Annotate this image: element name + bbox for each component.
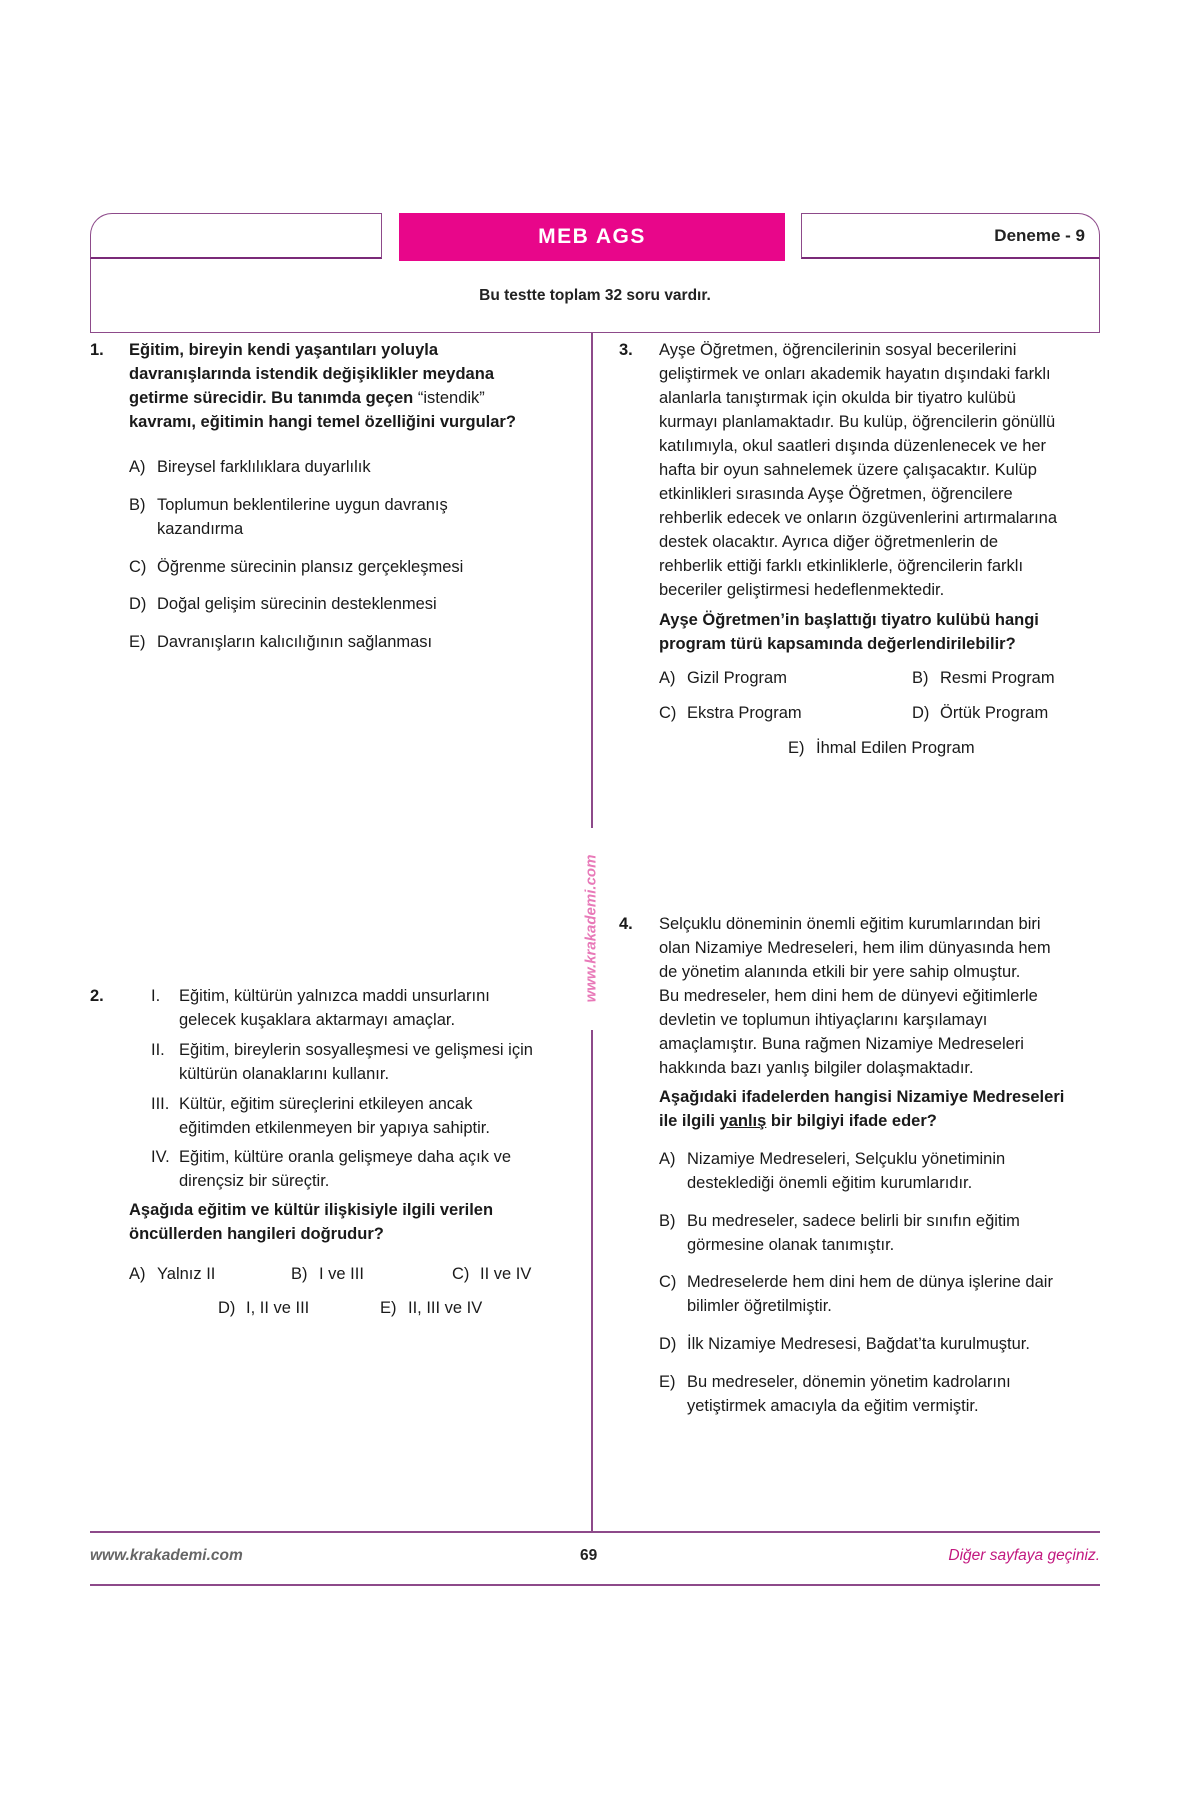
stem-line: kurmayı planlamaktadır. Bu kulüp, öğrencilerin gönüllü bbox=[659, 413, 1056, 431]
option-text: Doğal gelişim sürecinin desteklenmesi bbox=[157, 595, 437, 613]
stem-line: hakkında bazı yanlış bilgiler dolaşmaktadır. bbox=[659, 1059, 974, 1077]
option-label: C) bbox=[659, 1273, 677, 1291]
option-b[interactable] bbox=[291, 1262, 364, 1286]
question-number: 3. bbox=[619, 341, 633, 359]
premise-line: gelecek kuşaklara aktarmayı amaçlar. bbox=[179, 1011, 456, 1029]
option-b[interactable] bbox=[912, 666, 1055, 690]
option-label: B) bbox=[912, 669, 929, 687]
option-a[interactable] bbox=[129, 455, 371, 479]
option-e[interactable] bbox=[788, 736, 975, 760]
footer-bottom-rule bbox=[90, 1584, 1100, 1586]
option-label: E) bbox=[788, 739, 805, 757]
watermark-text: www.krakademi.com bbox=[582, 854, 600, 1002]
prompt-line: Aşağıdaki ifadelerden hangisi Nizamiye Medreseleri bbox=[659, 1088, 1065, 1106]
option-text bbox=[687, 1370, 1011, 1418]
option-label: B) bbox=[129, 496, 146, 514]
stem-line: destek olacaktır. Ayrıca diğer öğretmenlerin de bbox=[659, 533, 999, 551]
option-label: D) bbox=[218, 1299, 236, 1317]
stem-line: etkinlikleri sırasında Ayşe Öğretmen, öğrencilere bbox=[659, 485, 1013, 503]
premise-text bbox=[179, 1038, 533, 1086]
option-label: B) bbox=[291, 1265, 308, 1283]
option-line: Nizamiye Medreseleri, Selçuklu yönetiminin bbox=[687, 1150, 1006, 1168]
stem-line: olan Nizamiye Medreseleri, hem ilim dünyasında hem bbox=[659, 939, 1051, 957]
option-text: Yalnız II bbox=[157, 1265, 216, 1283]
option-text: Gizil Program bbox=[687, 669, 787, 687]
stem-line: de yönetim alanında etkili bir yere sahip olmuştur. bbox=[659, 963, 1021, 981]
option-label: A) bbox=[659, 1150, 676, 1168]
footer-website[interactable]: www.krakademi.com bbox=[90, 1547, 243, 1564]
question-number: 4. bbox=[619, 915, 633, 933]
footer-top-rule bbox=[90, 1531, 1100, 1533]
option-line: bilimler öğretilmiştir. bbox=[687, 1297, 832, 1315]
option-text bbox=[157, 493, 448, 541]
stem-line: hafta bir oyun sahnelemek üzere çalışacaktır. Kulüp bbox=[659, 461, 1037, 479]
header-left-box bbox=[90, 213, 382, 259]
stem-line: beceriler geliştirmesi hedeflenmektedir. bbox=[659, 581, 945, 599]
option-label: D) bbox=[129, 595, 147, 613]
option-text: I ve III bbox=[319, 1265, 364, 1283]
premise-line: kültürün olanaklarını kullanır. bbox=[179, 1065, 390, 1083]
prompt-line bbox=[659, 1109, 1064, 1133]
option-d[interactable] bbox=[218, 1296, 309, 1320]
stem-line: rehberlik ettiği farklı etkinliklerle, öğrencilerin farklı bbox=[659, 557, 1024, 575]
stem-line: davranışlarında istendik değişiklikler meydana bbox=[129, 365, 494, 383]
premise-1 bbox=[151, 984, 490, 1032]
stem-line: geliştirmek ve onları akademik hayatın dışındaki farklı bbox=[659, 365, 1051, 383]
prompt-line: Ayşe Öğretmen’in başlattığı tiyatro kulübü hangi bbox=[659, 611, 1039, 629]
premise-numeral: III. bbox=[151, 1095, 170, 1113]
premise-line: dirençsiz bir süreçtir. bbox=[179, 1172, 330, 1190]
option-text: II, III ve IV bbox=[408, 1299, 483, 1317]
option-d[interactable] bbox=[129, 592, 437, 616]
premise-line: eğitimden etkilenmeyen bir yapıya sahiptir. bbox=[179, 1119, 490, 1137]
option-d[interactable] bbox=[912, 701, 1048, 725]
stem-line: devletin ve toplumun ihtiyaçlarını karşılamayı bbox=[659, 1011, 988, 1029]
option-e[interactable] bbox=[129, 630, 432, 654]
stem-line: kavramı, eğitimin hangi temel özelliğini vurgular? bbox=[129, 413, 516, 431]
option-a[interactable] bbox=[659, 666, 787, 690]
prompt-line: öncüllerden hangileri doğrudur? bbox=[129, 1225, 384, 1243]
stem-line: amaçlamıştır. Buna rağmen Nizamiye Medreseleri bbox=[659, 1035, 1024, 1053]
option-text: Ekstra Program bbox=[687, 704, 802, 722]
option-line: desteklediği önemli eğitim kurumlarıdır. bbox=[687, 1174, 973, 1192]
option-line: görmesine olanak tanımıştır. bbox=[687, 1236, 895, 1254]
option-e[interactable] bbox=[380, 1296, 482, 1320]
option-line: Bu medreseler, sadece belirli bir sınıfın eğitim bbox=[687, 1212, 1020, 1230]
option-label: E) bbox=[129, 633, 146, 651]
option-text bbox=[687, 1147, 1005, 1195]
option-line: Bu medreseler, dönemin yönetim kadrolarını bbox=[687, 1373, 1011, 1391]
question-number: 1. bbox=[90, 341, 104, 359]
stem-line: Ayşe Öğretmen, öğrencilerinin sosyal becerilerini bbox=[659, 341, 1017, 359]
prompt-line: program türü kapsamında değerlendirilebilir? bbox=[659, 635, 1016, 653]
stem-line: Selçuklu döneminin önemli eğitim kurumlarından biri bbox=[659, 915, 1041, 933]
option-label: C) bbox=[452, 1265, 470, 1283]
option-text: Bireysel farklılıklara duyarlılık bbox=[157, 458, 371, 476]
prompt-text: bir bilgiyi ifade eder? bbox=[770, 1112, 937, 1130]
stem-text: getirme sürecidir. Bu tanımda geçen bbox=[129, 389, 414, 407]
prompt-line: Aşağıda eğitim ve kültür ilişkisiyle ilgili verilen bbox=[129, 1201, 494, 1219]
question-number: 2. bbox=[90, 987, 104, 1005]
option-line: Toplumun beklentilerine uygun davranış bbox=[157, 496, 448, 514]
quoted-term: “istendik” bbox=[417, 389, 485, 407]
option-label: A) bbox=[129, 458, 146, 476]
premise-line: Eğitim, kültürün yalnızca maddi unsurlarını bbox=[179, 987, 490, 1005]
option-d[interactable] bbox=[659, 1332, 1030, 1356]
option-text bbox=[687, 1209, 1020, 1257]
option-text: Davranışların kalıcılığının sağlanması bbox=[157, 633, 433, 651]
option-label: C) bbox=[659, 704, 677, 722]
option-label: B) bbox=[659, 1212, 676, 1230]
option-label: D) bbox=[912, 704, 930, 722]
option-label: A) bbox=[129, 1265, 146, 1283]
option-c[interactable] bbox=[129, 555, 463, 579]
option-line: kazandırma bbox=[157, 520, 244, 538]
test-info-text: Bu testte toplam 32 soru vardır. bbox=[479, 286, 711, 304]
stem-line: Bu medreseler, hem dini hem de dünyevi eğitimlerle bbox=[659, 987, 1038, 1005]
exam-title: MEB AGS bbox=[399, 213, 785, 261]
premise-4 bbox=[151, 1145, 511, 1193]
test-info-box bbox=[90, 259, 1100, 333]
question-stem bbox=[129, 338, 516, 434]
premise-numeral: II. bbox=[151, 1041, 165, 1059]
stem-line: rehberlik edecek ve onların özgüvenlerini artırmalarına bbox=[659, 509, 1058, 527]
question-prompt bbox=[659, 1085, 1064, 1133]
option-text: Örtük Program bbox=[940, 704, 1049, 722]
premise-text bbox=[179, 1145, 511, 1193]
prompt-text: ile ilgili bbox=[659, 1112, 715, 1130]
exam-number bbox=[801, 213, 1100, 259]
option-text: Öğrenme sürecinin plansız gerçekleşmesi bbox=[157, 558, 464, 576]
premise-3 bbox=[151, 1092, 490, 1140]
option-label: E) bbox=[659, 1373, 676, 1391]
option-e[interactable] bbox=[659, 1370, 1011, 1418]
option-line: yetiştirmek amacıyla da eğitim vermiştir. bbox=[687, 1397, 979, 1415]
premise-line: Kültür, eğitim süreçlerini etkileyen ancak bbox=[179, 1095, 473, 1113]
option-line: Medreselerde hem dini hem de dünya işlerine dair bbox=[687, 1273, 1053, 1291]
option-text: İhmal Edilen Program bbox=[816, 739, 975, 757]
option-text: Resmi Program bbox=[940, 669, 1055, 687]
premise-numeral: I. bbox=[151, 987, 161, 1005]
premise-line: Eğitim, kültüre oranla gelişmeye daha açık ve bbox=[179, 1148, 511, 1166]
premise-text bbox=[179, 984, 490, 1032]
deneme-label: Deneme - 9 bbox=[994, 225, 1085, 245]
premise-2 bbox=[151, 1038, 533, 1086]
next-page-note: Diğer sayfaya geçiniz. bbox=[948, 1547, 1100, 1564]
watermark bbox=[575, 828, 607, 1028]
option-text bbox=[687, 1270, 1053, 1318]
option-label: E) bbox=[380, 1299, 397, 1317]
column-divider-bottom bbox=[591, 1030, 593, 1531]
question-prompt bbox=[659, 608, 1039, 656]
question-stem bbox=[659, 338, 1057, 602]
option-b[interactable] bbox=[659, 1209, 1020, 1257]
stem-line: katılımıyla, okul saatleri dışında düzenlenecek ve her bbox=[659, 437, 1047, 455]
option-b[interactable] bbox=[129, 493, 448, 541]
question-stem bbox=[659, 912, 1051, 1080]
page-number: 69 bbox=[580, 1547, 598, 1564]
premise-text bbox=[179, 1092, 490, 1140]
stem-line: alanlarla tanıştırmak için okulda bir tiyatro kulübü bbox=[659, 389, 1016, 407]
emphasis-word: yanlış bbox=[719, 1112, 767, 1130]
premise-numeral: IV. bbox=[151, 1148, 170, 1166]
option-c[interactable] bbox=[452, 1262, 531, 1286]
option-a[interactable] bbox=[129, 1262, 215, 1286]
column-divider-top bbox=[591, 333, 593, 828]
option-text: İlk Nizamiye Medresesi, Bağdat’ta kurulmuştur. bbox=[687, 1335, 1030, 1353]
option-label: D) bbox=[659, 1335, 677, 1353]
premise-line: Eğitim, bireylerin sosyalleşmesi ve gelişmesi için bbox=[179, 1041, 533, 1059]
question-prompt bbox=[129, 1198, 493, 1246]
stem-line: Eğitim, bireyin kendi yaşantıları yoluyla bbox=[129, 341, 439, 359]
option-text: II ve IV bbox=[480, 1265, 532, 1283]
option-label: A) bbox=[659, 669, 676, 687]
option-c[interactable] bbox=[659, 701, 802, 725]
option-text: I, II ve III bbox=[246, 1299, 310, 1317]
stem-line bbox=[129, 386, 516, 410]
option-c[interactable] bbox=[659, 1270, 1053, 1318]
option-a[interactable] bbox=[659, 1147, 1005, 1195]
option-label: C) bbox=[129, 558, 147, 576]
